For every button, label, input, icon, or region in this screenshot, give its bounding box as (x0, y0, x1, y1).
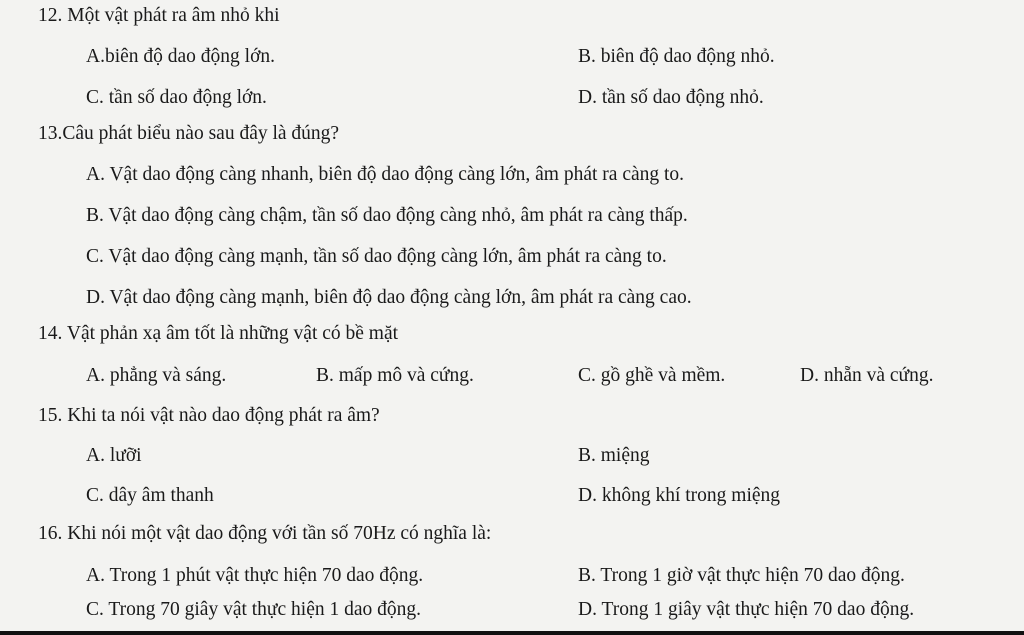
question-16-option-d: D. Trong 1 giây vật thực hiện 70 dao động. (578, 599, 915, 620)
question-13-option-c: C. Vật dao động càng mạnh, tần số dao động càng lớn, âm phát ra càng to. (86, 246, 667, 267)
question-13-option-a: A. Vật dao động càng nhanh, biên độ dao động càng lớn, âm phát ra càng to. (86, 164, 685, 185)
question-13-stem: 13.Câu phát biểu nào sau đây là đúng? (38, 123, 340, 144)
question-16-stem: 16. Khi nói một vật dao động với tần số 70Hz có nghĩa là: (38, 523, 492, 544)
question-15-stem: 15. Khi ta nói vật nào dao động phát ra âm? (38, 405, 380, 426)
question-15-option-a: A. lưỡi (86, 445, 142, 466)
question-12-stem: 12. Một vật phát ra âm nhỏ khi (38, 5, 280, 26)
question-16-option-a: A. Trong 1 phút vật thực hiện 70 dao động. (86, 565, 424, 586)
question-14-stem: 14. Vật phản xạ âm tốt là những vật có bề mặt (38, 323, 399, 344)
question-14-option-c: C. gồ ghề và mềm. (578, 365, 726, 386)
question-13-option-d: D. Vật dao động càng mạnh, biên độ dao động càng lớn, âm phát ra càng cao. (86, 287, 692, 308)
question-16-option-c: C. Trong 70 giây vật thực hiện 1 dao động. (86, 599, 422, 620)
question-14-option-b: B. mấp mô và cứng. (316, 365, 474, 386)
question-12-option-b: B. biên độ dao động nhỏ. (578, 46, 775, 67)
question-14-option-a: A. phẳng và sáng. (86, 365, 227, 386)
question-16-option-b: B. Trong 1 giờ vật thực hiện 70 dao động. (578, 565, 905, 586)
question-12-option-a: A.biên độ dao động lớn. (86, 46, 276, 67)
question-12-option-c: C. tần số dao động lớn. (86, 87, 267, 108)
question-14-option-d: D. nhẵn và cứng. (800, 365, 934, 386)
question-15-option-b: B. miệng (578, 445, 650, 466)
bottom-divider (0, 631, 1024, 635)
question-13-option-b: B. Vật dao động càng chậm, tần số dao động càng nhỏ, âm phát ra càng thấp. (86, 205, 688, 226)
question-12-option-d: D. tần số dao động nhỏ. (578, 87, 764, 108)
question-15-option-c: C. dây âm thanh (86, 485, 214, 506)
question-15-option-d: D. không khí trong miệng (578, 485, 781, 506)
